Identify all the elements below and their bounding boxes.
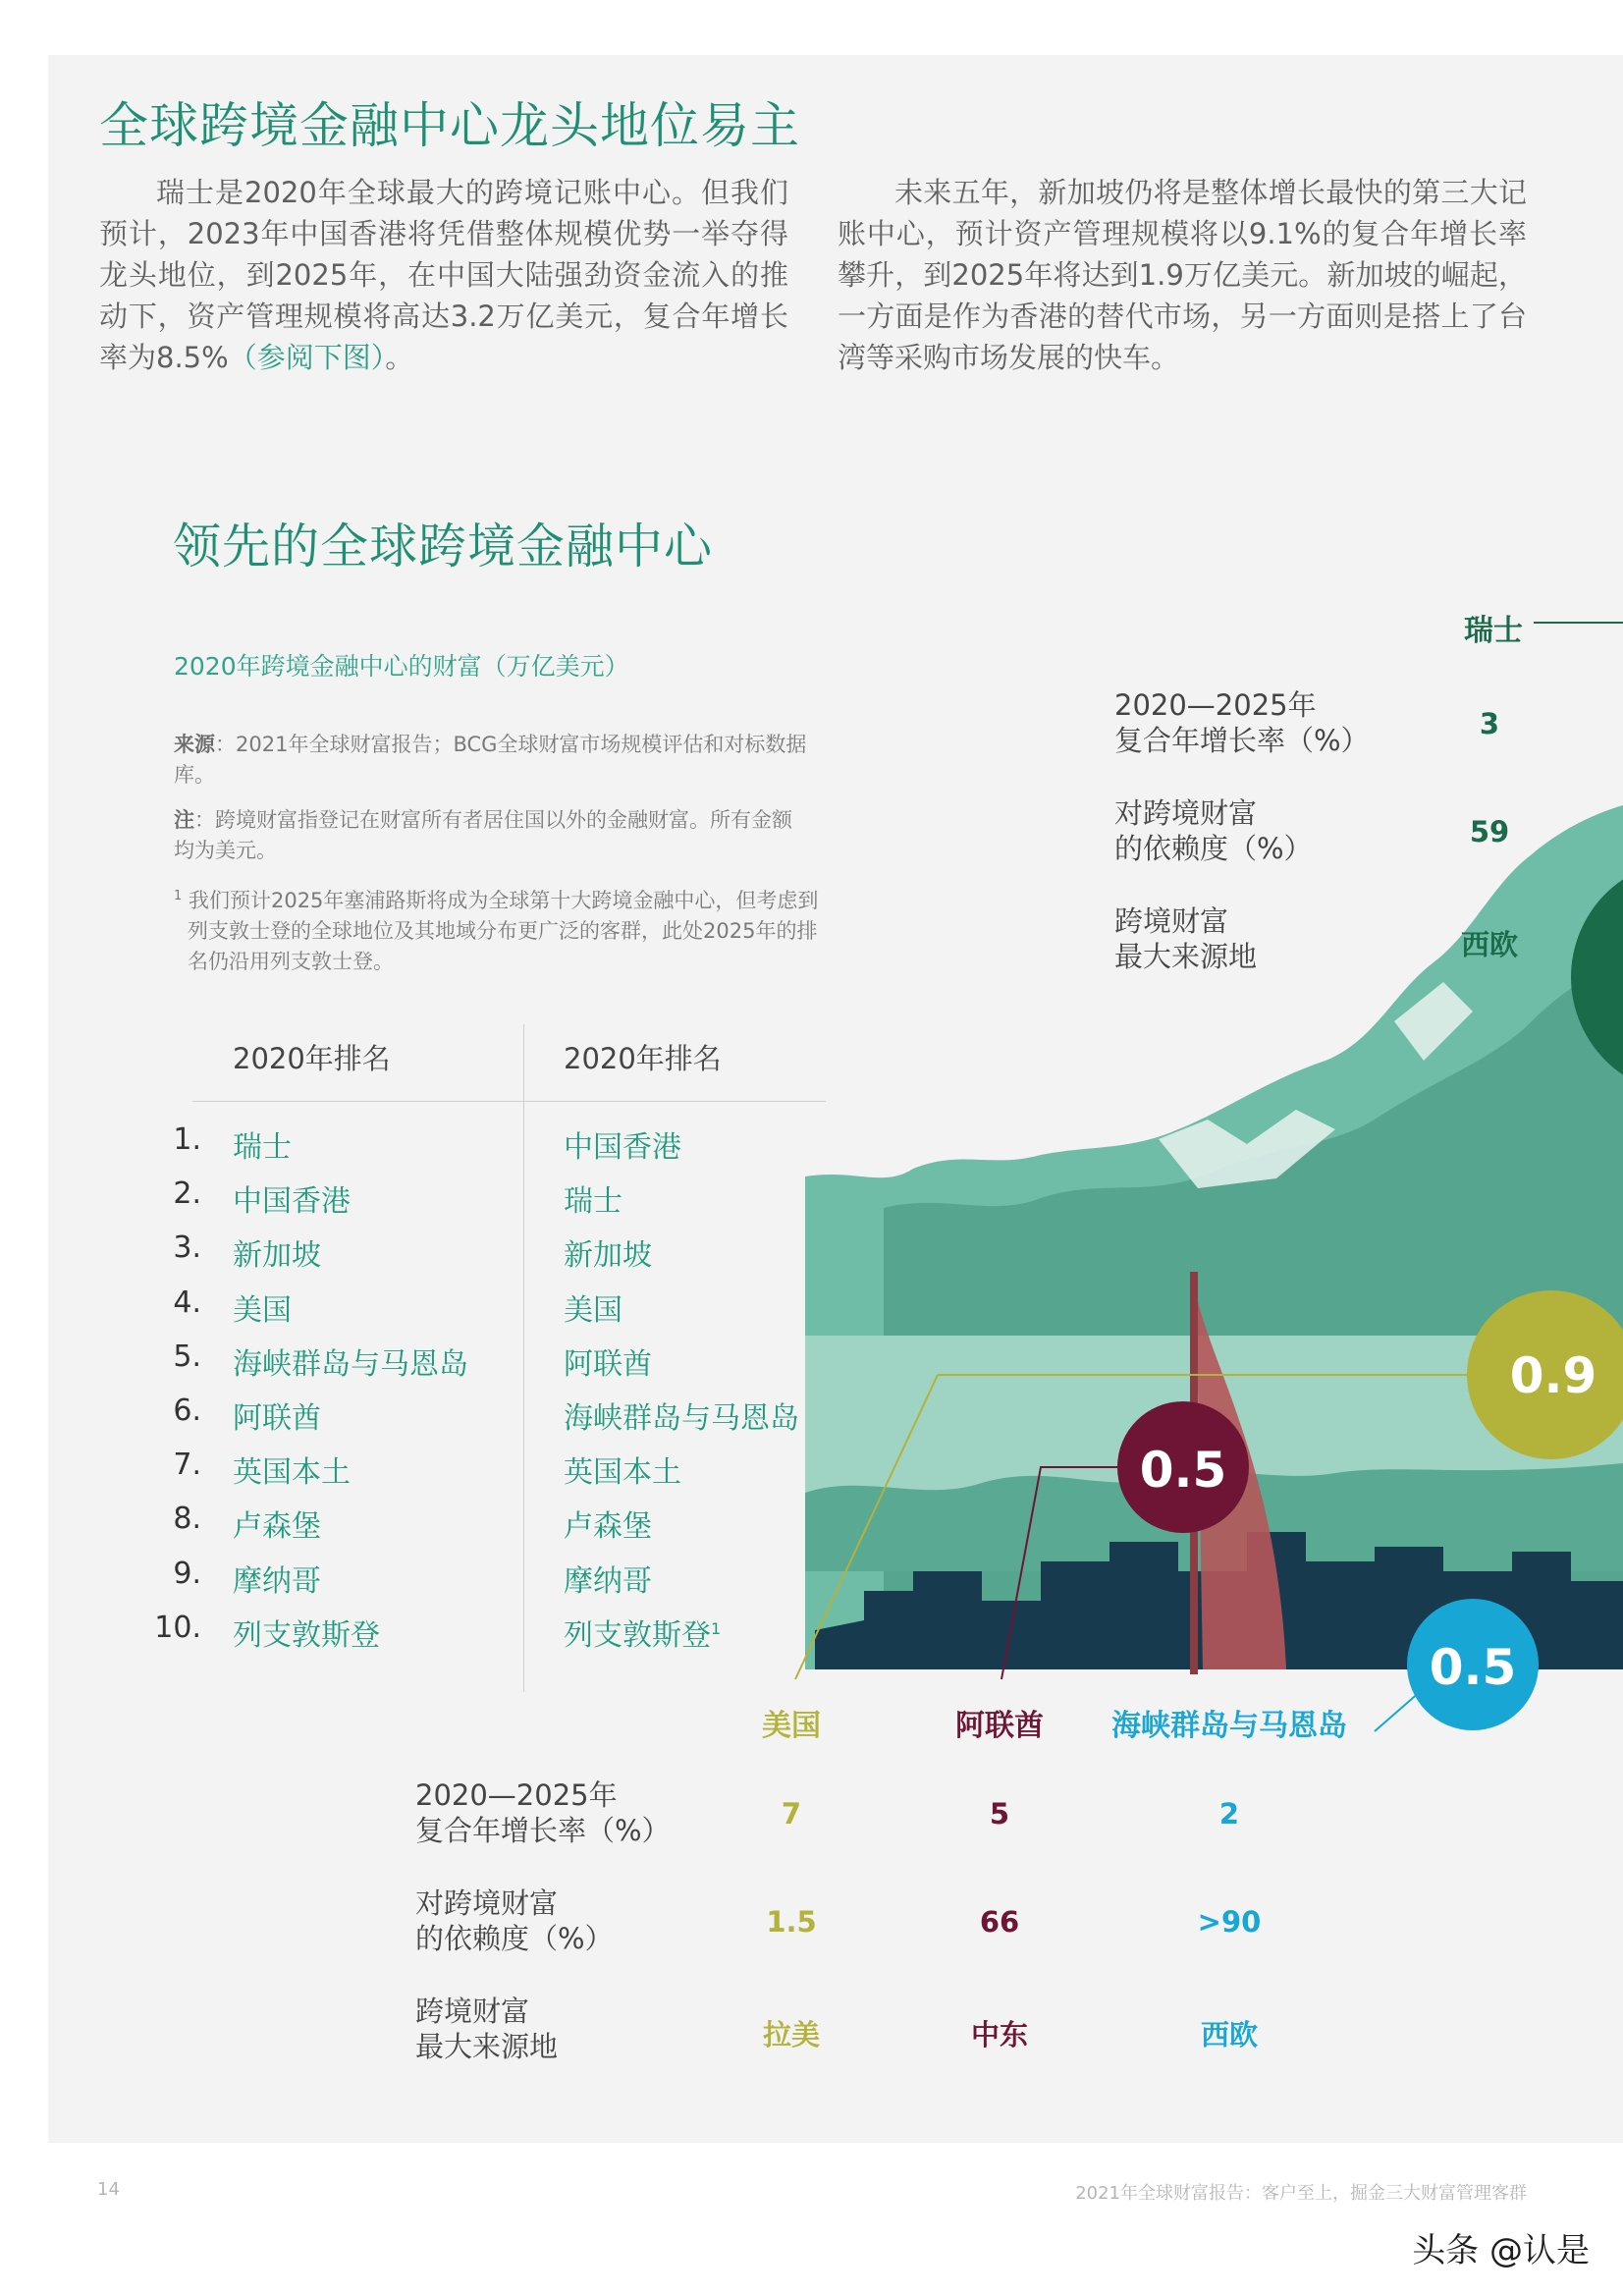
channel-bubble-value: 0.5 bbox=[1429, 1639, 1517, 1696]
rank-2025-center-text: 海峡群岛与马恩岛 bbox=[564, 1401, 799, 1436]
bottom-source-label: 跨境财富 最大来源地 bbox=[415, 1995, 559, 2063]
page-title: 全球跨境金融中心龙头地位易主 bbox=[99, 97, 800, 154]
rank-2020-center: 列支敦斯登 bbox=[233, 1617, 380, 1653]
figure-title: 领先的全球跨境金融中心 bbox=[173, 519, 714, 574]
watermark: 头条 @认是 bbox=[1412, 2231, 1590, 2270]
switzerland-cagr-label: 2020—2025年 复合年增长率（%） bbox=[1114, 688, 1370, 757]
switzerland-dependence-value: 59 bbox=[1469, 815, 1510, 848]
uae-source-value: 中东 bbox=[970, 2018, 1029, 2051]
rank-number: 3. bbox=[173, 1230, 201, 1266]
bottom-cagr-label: 2020—2025年 复合年增长率（%） bbox=[415, 1778, 671, 1847]
rank-2020-center: 阿联酋 bbox=[233, 1401, 321, 1436]
ranking-header-2020: 2020年排名 bbox=[233, 1042, 391, 1075]
rank-2020-center: 新加坡 bbox=[233, 1238, 321, 1274]
channel-dependence-value: >90 bbox=[1197, 1905, 1262, 1939]
channel-islands-label: 海峡群岛与马恩岛 bbox=[1111, 1709, 1347, 1743]
usa-bubble-value: 0.9 bbox=[1509, 1347, 1597, 1404]
rank-2025-center-text: 卢森堡 bbox=[564, 1509, 652, 1545]
rank-footnote-mark: 1 bbox=[711, 1618, 722, 1638]
running-title: 2021年全球财富报告：客户至上，掘金三大财富管理客群 bbox=[1075, 2183, 1527, 2204]
figure-subtitle: 2020年跨境金融中心的财富（万亿美元） bbox=[174, 652, 629, 681]
usa-dependence-value: 1.5 bbox=[766, 1905, 817, 1939]
intro-left-end: 。 bbox=[385, 341, 414, 374]
channel-cagr-value: 2 bbox=[1218, 1797, 1240, 1831]
switzerland-dependence-label: 对跨境财富 的依赖度（%） bbox=[1114, 796, 1313, 865]
rank-number: 10. bbox=[154, 1610, 201, 1645]
note-label: 注 bbox=[174, 808, 194, 832]
rank-number: 4. bbox=[173, 1285, 201, 1320]
channel-source-value: 西欧 bbox=[1200, 2018, 1259, 2051]
switzerland-source-value: 西欧 bbox=[1460, 928, 1519, 961]
note-text: ：跨境财富指登记在财富所有者居住国以外的金融财富。所有金额均为美元。 bbox=[174, 808, 792, 862]
rank-2020-center: 卢森堡 bbox=[233, 1509, 321, 1545]
rank-2025-center-text: 列支敦斯登 bbox=[564, 1617, 711, 1653]
ranking-header-2025: 2020年排名 bbox=[564, 1042, 722, 1075]
switzerland-cagr-value: 3 bbox=[1479, 707, 1500, 740]
rank-2025-center-text: 摩纳哥 bbox=[564, 1563, 652, 1599]
rank-2025-center-text: 美国 bbox=[564, 1292, 622, 1328]
source-label: 来源 bbox=[174, 733, 215, 756]
see-figure-link[interactable]: （参阅下图） bbox=[228, 341, 386, 374]
usa-source-value: 拉美 bbox=[762, 2018, 821, 2051]
page-number: 14 bbox=[97, 2179, 120, 2200]
intro-right-text: 未来五年，新加坡仍将是整体增长最快的第三大记账中心，预计资产管理规模将以9.1%的复合年增长率攀升，到2025年将达到1.9万亿美元。新加坡的崛起，一方面是作为香港的替代市场，另一方面则是搭上了台湾等采购市场发展的快车。 bbox=[838, 176, 1527, 374]
rank-number: 9. bbox=[173, 1556, 201, 1591]
footnote-mark: 1 bbox=[174, 889, 183, 903]
rank-number: 8. bbox=[173, 1502, 201, 1537]
rank-2020-center: 美国 bbox=[233, 1292, 292, 1328]
rank-2025-center-text: 新加坡 bbox=[564, 1238, 652, 1274]
rank-2020-center: 海峡群岛与马恩岛 bbox=[233, 1346, 468, 1382]
source-text: ：2021年全球财富报告；BCG全球财富市场规模评估和对标数据库。 bbox=[174, 733, 807, 787]
rank-2020-center: 英国本土 bbox=[233, 1455, 351, 1491]
rank-2020-center: 摩纳哥 bbox=[233, 1563, 321, 1599]
usa-label: 美国 bbox=[762, 1709, 821, 1743]
uae-cagr-value: 5 bbox=[989, 1797, 1010, 1831]
rank-number: 6. bbox=[173, 1394, 201, 1428]
rank-2020-center: 中国香港 bbox=[233, 1184, 351, 1220]
rank-number: 7. bbox=[173, 1448, 201, 1483]
switzerland-label: 瑞士 bbox=[1464, 614, 1523, 648]
rank-2025-center-text: 中国香港 bbox=[564, 1130, 681, 1165]
uae-bubble-value: 0.5 bbox=[1139, 1442, 1227, 1499]
rank-number: 5. bbox=[173, 1339, 201, 1374]
rank-number: 2. bbox=[173, 1176, 201, 1212]
rank-2025-center-text: 英国本土 bbox=[564, 1455, 681, 1491]
bottom-dependence-label: 对跨境财富 的依赖度（%） bbox=[415, 1886, 614, 1955]
uae-label: 阿联酋 bbox=[955, 1709, 1044, 1743]
usa-cagr-value: 7 bbox=[781, 1797, 802, 1831]
rank-2025-center-text: 阿联酋 bbox=[564, 1346, 652, 1382]
intro-left-text: 瑞士是2020年全球最大的跨境记账中心。但我们预计，2023年中国香港将凭借整体规模优势一举夺得龙头地位，到2025年，在中国大陆强劲资金流入的推动下，资产管理规模将高达3.2万亿美元，复合年增长率为8.5% bbox=[99, 176, 788, 374]
switzerland-source-label: 跨境财富 最大来源地 bbox=[1114, 904, 1258, 973]
rank-2020-center: 瑞士 bbox=[233, 1130, 292, 1165]
uae-dependence-value: 66 bbox=[979, 1905, 1020, 1939]
footnote-text: 我们预计2025年塞浦路斯将成为全球第十大跨境金融中心，但考虑到列支敦士登的全球地位及其地域分布更广泛的客群，此处2025年的排名仍沿用列支敦士登。 bbox=[188, 889, 819, 973]
rank-number: 1. bbox=[173, 1122, 201, 1157]
rank-2025-center-text: 瑞士 bbox=[564, 1184, 622, 1220]
